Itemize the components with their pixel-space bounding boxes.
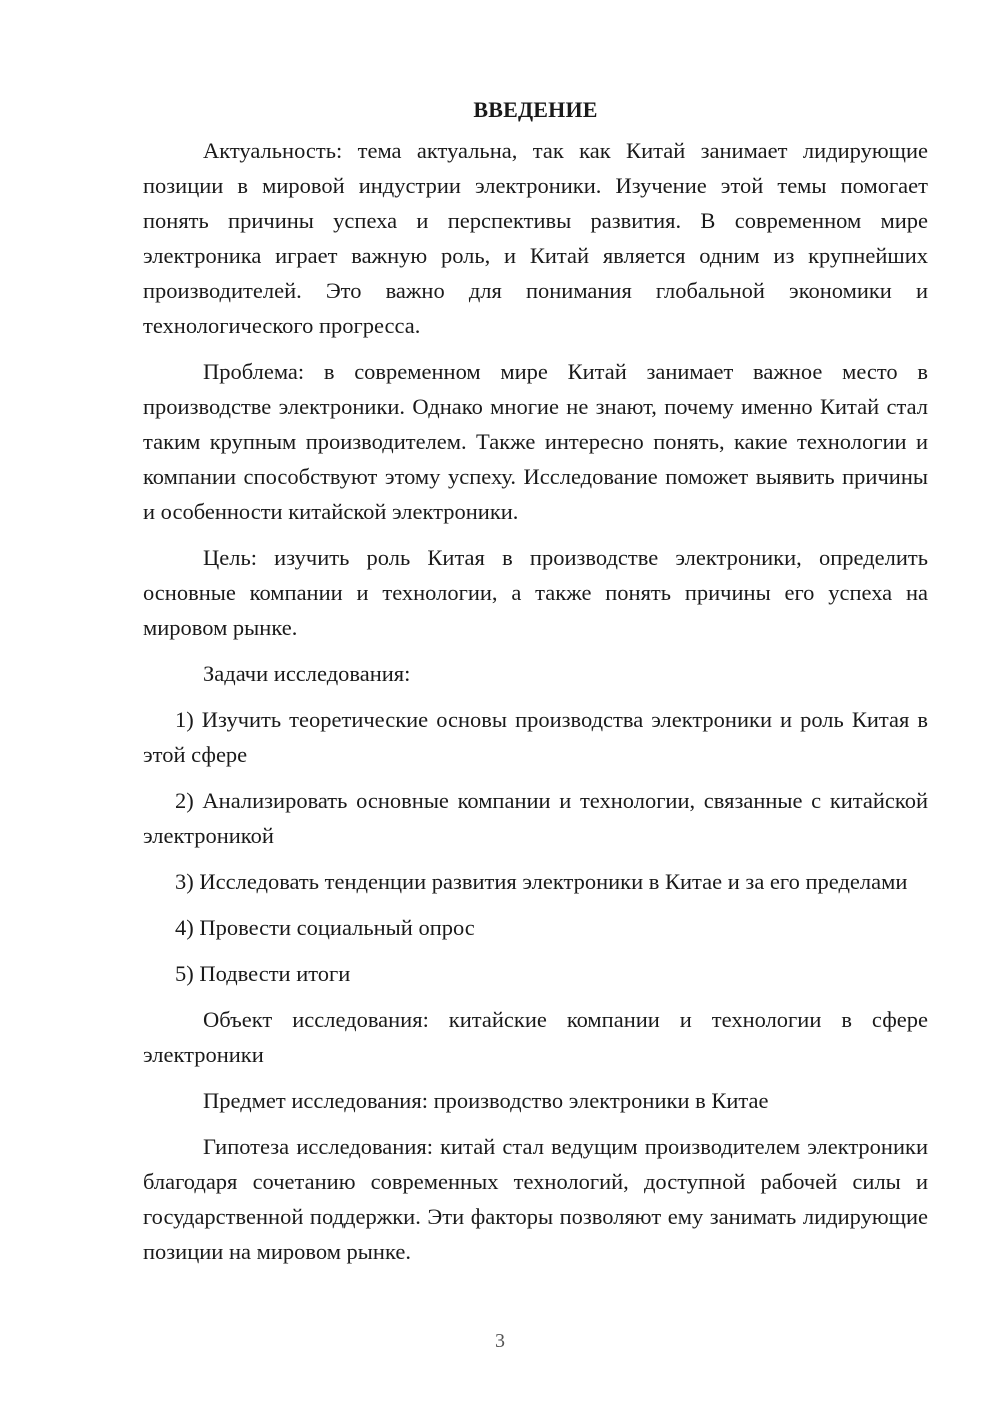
task-item-1: 1) Изучить теоретические основы производства электроники и роль Китая в этой сфере [143, 707, 928, 767]
paragraph-hypothesis: Гипотеза исследования: китай стал ведущим производителем электроники благодаря сочетанию современных технологий, доступной рабочей силы и государственной поддержки. Эти факторы позволяют ему занимать лидирующие позиции на мировом рынке. [143, 1134, 928, 1264]
page-title: ВВЕДЕНИЕ [473, 97, 598, 122]
paragraph-object: Объект исследования: китайские компании и технологии в сфере электроники [143, 1007, 928, 1067]
task-item-2: 2) Анализировать основные компании и технологии, связанные с китайской электроникой [143, 788, 928, 848]
task-item-5: 5) Подвести итоги [175, 961, 351, 986]
page-number: 3 [495, 1330, 505, 1352]
task-item-3: 3) Исследовать тенденции развития электроники в Китае и за его пределами [175, 869, 908, 894]
tasks-heading: Задачи исследования: [203, 661, 411, 686]
document-page [143, 92, 928, 1280]
paragraph-subject: Предмет исследования: производство электроники в Китае [203, 1088, 769, 1113]
paragraph-relevance: Актуальность: тема актуальна, так как Китай занимает лидирующие позиции в мировой индустрии электроники. Изучение этой темы помогает понять причины успеха и перспективы развития. В современном мире электроника играет важную роль, и Китай является одним из крупнейших производителей. Это важно для понимания глобальной экономики и технологического прогресса. [143, 138, 928, 338]
task-item-4: 4) Провести социальный опрос [175, 915, 475, 940]
paragraph-goal: Цель: изучить роль Китая в производстве электроники, определить основные компании и технологии, а также понять причины его успеха на мировом рынке. [143, 545, 928, 640]
paragraph-problem: Проблема: в современном мире Китай занимает важное место в производстве электроники. Однако многие не знают, почему именно Китай стал таким крупным производителем. Также интересно понять, какие технологии и компании способствуют этому успеху. Исследование поможет выявить причины и особенности китайской электроники. [143, 359, 928, 524]
